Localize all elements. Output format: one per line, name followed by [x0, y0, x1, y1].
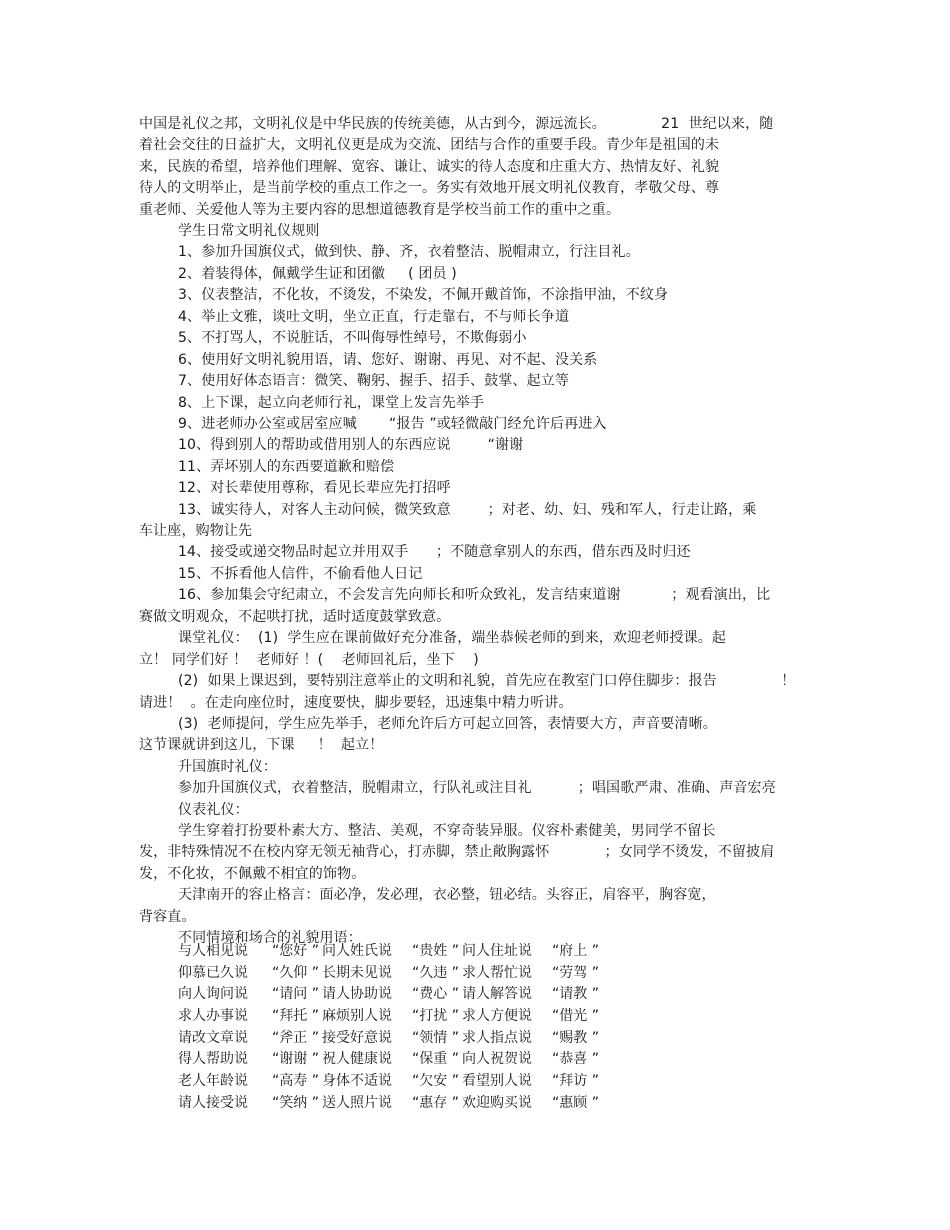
phrases-title: 不同情境和场合的礼貌用语： [178, 930, 362, 946]
classroom-line-4: 请进！ 。在走向座位时，速度要快，脚步要轻，迅速集中精力听讲。 [139, 695, 573, 711]
nankai-line-2: 背容直。 [139, 909, 196, 925]
phrase-row [178, 1071, 612, 1093]
phrase-term: “府上 ” [552, 943, 599, 959]
phrases-table [178, 941, 612, 1115]
phrase-term: “久仰 ” [272, 964, 319, 981]
intro-line-3: 来，民族的希望，培养他们理解、宽容、谦让、诚实的待人态度和庄重大方、热情友好、礼貌 [139, 159, 720, 175]
flag-title: 升国旗时礼仪： [178, 759, 278, 775]
rule-12: 12、对长辈使用尊称，看见长辈应先打招呼 [178, 480, 451, 496]
phrase-term: “打扰 ” [412, 1008, 459, 1025]
phrase-term: “领情 ” [412, 1029, 459, 1046]
phrase-context: 请人接受说 [178, 1094, 248, 1111]
phrase-term: “贵姓 ” [412, 943, 459, 959]
phrase-row [178, 984, 612, 1006]
phrase-row [178, 941, 612, 963]
phrase-term: “拜托 ” [272, 1008, 319, 1025]
phrase-term: “谢谢 ” [272, 1051, 319, 1068]
rule-4: 4、举止文雅，谈吐文明，坐立正直，行走靠右，不与师长争道 [178, 309, 570, 325]
phrase-context: 看望别人说 [462, 1073, 532, 1090]
phrase-context: 欢迎购买说 [462, 1094, 532, 1111]
classroom-line-1: 课堂礼仪： (1) 学生应在课前做好充分准备，端坐恭候老师的到来，欢迎老师授课。起 [178, 630, 727, 646]
phrase-term: “您好 ” [272, 943, 319, 959]
phrase-row [178, 1006, 612, 1028]
phrase-context: 仰慕已久说 [178, 964, 248, 981]
classroom-line-6: 这节课就讲到这儿，下课 ！ 起立！ [139, 737, 384, 753]
phrase-context: 问人住址说 [462, 943, 532, 959]
phrase-context: 送人照片说 [322, 1094, 392, 1111]
intro-line-1: 中国是礼仪之邦，文明礼仪是中华民族的传统美德，从古到今，源远流长。 21 世纪以来，随 [139, 116, 774, 132]
phrase-context: 求人指点说 [462, 1029, 532, 1046]
phrase-term: “惠存 ” [412, 1094, 459, 1111]
phrase-context: 祝人健康说 [322, 1051, 392, 1068]
rule-7: 7、使用好体态语言：微笑、鞠躬、握手、招手、鼓掌、起立等 [178, 373, 570, 389]
appearance-title: 仪表礼仪： [178, 802, 249, 818]
phrase-context: 向人询问说 [178, 986, 248, 1003]
phrase-term: “请教 ” [552, 986, 599, 1003]
rule-13: 13、诚实待人，对客人主动问候，微笑致意 ；对老、幼、妇、残和军人，行走让路，乘 [178, 502, 757, 518]
rules-title: 学生日常文明礼仪规则 [178, 223, 320, 239]
phrase-term: “久违 ” [412, 964, 459, 981]
nankai-line-1: 天津南开的容止格言：面必净，发必理，衣必整，钮必结。头容正，肩容平，胸容宽， [178, 887, 716, 903]
rule-6: 6、使用好文明礼貌用语，请、您好、谢谢、再见、对不起、没关系 [178, 352, 598, 368]
phrase-row [178, 963, 612, 985]
phrase-context: 求人办事说 [178, 1008, 248, 1025]
phrase-term: “借光 ” [552, 1008, 599, 1025]
phrase-term: “请问 ” [272, 986, 319, 1003]
phrase-context: 得人帮助说 [178, 1051, 248, 1068]
phrase-context: 请人解答说 [462, 986, 532, 1003]
appearance-line-3: 发，不化妆，不佩戴不相宜的饰物。 [139, 866, 366, 882]
phrase-context: 问人姓氏说 [322, 943, 392, 959]
rule-11: 11、弄坏别人的东西要道歉和赔偿 [178, 459, 395, 475]
phrase-context: 老人年龄说 [178, 1073, 248, 1090]
phrase-context: 求人方便说 [462, 1008, 532, 1025]
phrase-term: “高寿 ” [272, 1073, 319, 1090]
phrase-term: “斧正 ” [272, 1029, 319, 1046]
phrase-term: “赐教 ” [552, 1029, 599, 1046]
phrase-term: “拜访 ” [552, 1073, 599, 1090]
phrase-context: 身体不适说 [322, 1073, 392, 1090]
phrase-context: 向人祝贺说 [462, 1051, 532, 1068]
phrase-term: “费心 ” [412, 986, 459, 1003]
intro-line-4: 待人的文明举止，是当前学校的重点工作之一。务实有效地开展文明礼仪教育，孝敬父母、尊 [139, 180, 720, 196]
intro-line-5: 重老师、关爱他人等为主要内容的思想道德教育是学校当前工作的重中之重。 [139, 202, 621, 218]
rule-2: 2、着装得体，佩戴学生证和团徽 ( 团员 ) [178, 266, 457, 282]
rule-3: 3、仪表整洁，不化妆，不烫发，不染发，不佩开戴首饰，不涂指甲油，不纹身 [178, 287, 669, 303]
appearance-line-2: 发，非特殊情况不在校内穿无领无袖背心，打赤脚，禁止敞胸露怀 ；女同学不烫发，不留披肩 [139, 844, 775, 860]
classroom-line-3: (2) 如果上课迟到，要特别注意举止的文明和礼貌，首先应在教室门口停住脚步：报告 ！ [178, 673, 796, 689]
phrase-context: 麻烦别人说 [322, 1008, 392, 1025]
phrase-term: “欠安 ” [412, 1073, 459, 1090]
phrase-context: 请改文章说 [178, 1029, 248, 1046]
rule-14: 14、接受或递交物品时起立并用双手 ；不随意拿别人的东西，借东西及时归还 [178, 544, 691, 560]
phrase-row [178, 1049, 612, 1071]
phrase-term: “恭喜 ” [552, 1051, 599, 1068]
phrase-context: 接受好意说 [322, 1029, 392, 1046]
rule-9: 9、进老师办公室或居室应喊 “报告 ”或轻微敲门经允许后再进入 [178, 416, 607, 432]
phrase-term: “保重 ” [412, 1051, 459, 1068]
phrase-term: “笑纳 ” [272, 1094, 319, 1111]
rule-16-cont: 赛做文明观众，不起哄打扰，适时适度鼓掌致意。 [139, 609, 451, 625]
phrase-row [178, 1028, 612, 1050]
classroom-line-2: 立！ 同学们好 ！ 老师好 ！( 老师回礼后，坐下 ) [139, 652, 479, 668]
rule-10: 10、得到别人的帮助或借用别人的东西应说 “谢谢 [178, 437, 524, 453]
phrase-context: 求人帮忙说 [462, 964, 532, 981]
flag-text: 参加升国旗仪式，衣着整洁，脱帽肃立，行队礼或注目礼 ；唱国歌严肃、准确、声音宏亮 [178, 780, 776, 796]
rule-8: 8、上下课，起立向老师行礼，课堂上发言先举手 [178, 395, 485, 411]
rule-13-cont: 车让座，购物让先 [139, 523, 253, 539]
classroom-line-5: (3) 老师提问，学生应先举手，老师允许后方可起立回答，表情要大方，声音要清晰。 [178, 716, 717, 732]
appearance-line-1: 学生穿着打扮要朴素大方、整洁、美观，不穿奇装异服。仪容朴素健美，男同学不留长 [178, 823, 716, 839]
rule-5: 5、不打骂人，不说脏话，不叫侮辱性绰号，不欺侮弱小 [178, 330, 527, 346]
phrase-context: 请人协助说 [322, 986, 392, 1003]
phrase-context: 与人相见说 [178, 943, 248, 959]
phrase-term: “劳驾 ” [552, 964, 599, 981]
rule-1: 1、参加升国旗仪式，做到快、静、齐，衣着整洁、脱帽肃立，行注目礼。 [178, 244, 640, 260]
phrase-row [178, 1093, 612, 1115]
rule-16: 16、参加集会守纪肃立，不会发言先向师长和听众致礼，发言结束道谢 ；观看演出，比 [178, 587, 771, 603]
intro-line-2: 着社会交往的日益扩大，文明礼仪更是成为交流、团结与合作的重要手段。青少年是祖国的未 [139, 137, 720, 153]
phrase-term: “惠顾 ” [552, 1094, 599, 1111]
rule-15: 15、不拆看他人信件，不偷看他人日记 [178, 566, 423, 582]
phrase-context: 长期未见说 [322, 964, 392, 981]
